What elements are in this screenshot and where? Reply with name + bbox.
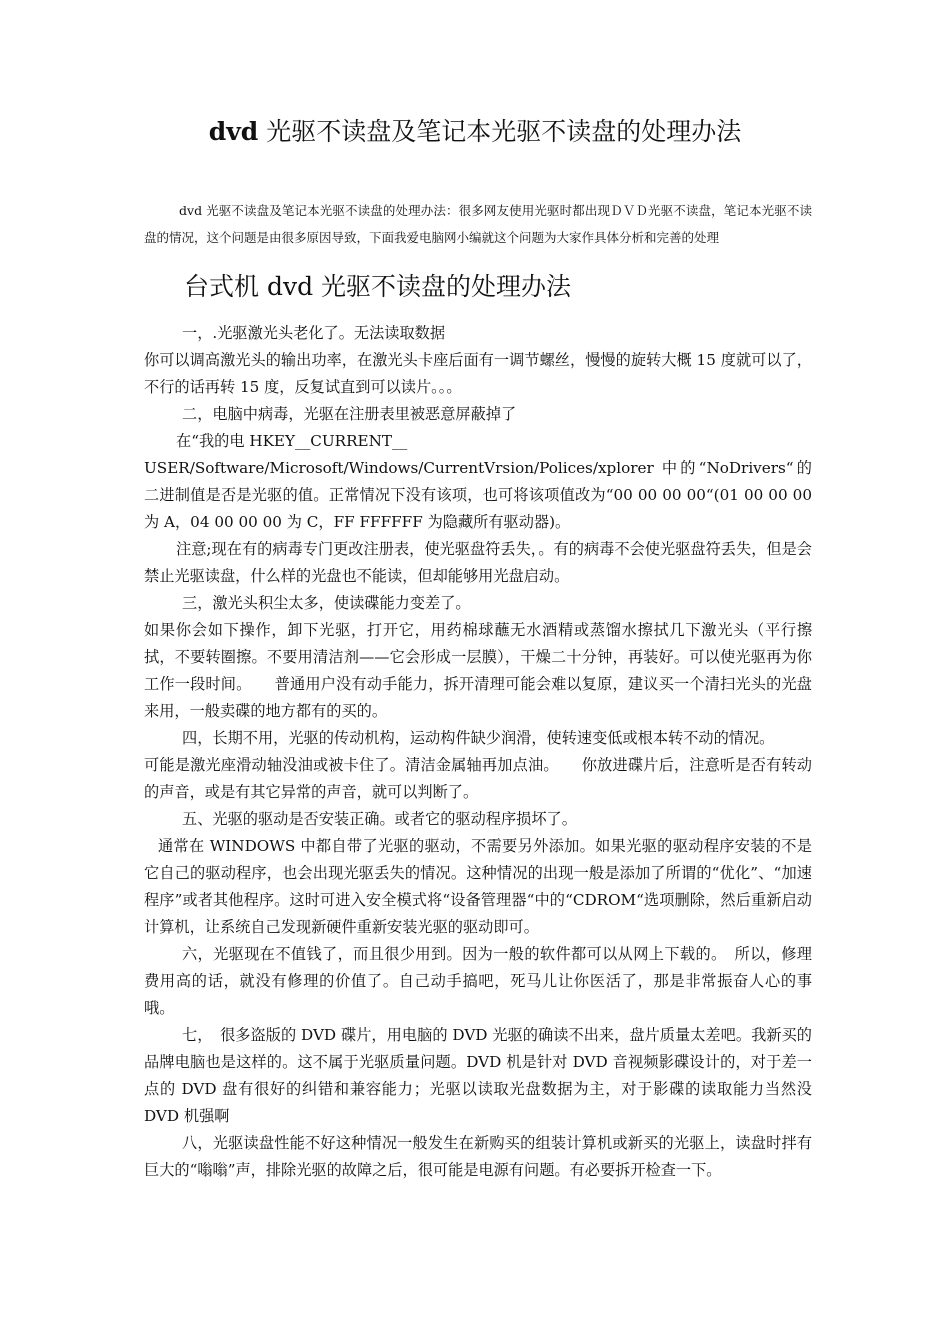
paragraph: 五、光驱的驱动是否安装正确。或者它的驱动程序损坏了。 xyxy=(182,810,577,828)
paragraph: 一，.光驱激光头老化了。无法读取数据 xyxy=(182,324,446,342)
section-heading: 台式机 dvd 光驱不读盘的处理办法 xyxy=(184,272,572,301)
paragraph: 你可以调高激光头的输出功率，在激光头卡座后面有一调节螺丝，慢慢的旋转大概 15 度就可以了，不行的话再转 15 度，反复试直到可以读片。。。 xyxy=(144,351,812,396)
paragraph: 二，电脑中病毒，光驱在注册表里被恶意屏蔽掉了 xyxy=(182,405,517,423)
title-rest: 光驱不读盘及笔记本光驱不读盘的处理办法 xyxy=(258,117,742,146)
paragraph: USER/Software/Microsoft/Windows/CurrentVrsion/Polices/xplorer 中的“NoDrivers“的二进制值是否是光驱的值。正常情况下没有该项，也可将该项值改为“00 00 00 00“(01 00 00 00 为 A，04 00 00 00 为 C，FF FFFFFF 为隐藏所有驱动器)。 xyxy=(144,459,812,531)
document-body xyxy=(144,320,812,1184)
paragraph: 在“我的电 HKEY__CURRENT__ xyxy=(176,432,408,450)
paragraph: 如果你会如下操作，卸下光驱，打开它，用药棉球蘸无水酒精或蒸馏水擦拭几下激光头（平行擦拭，不要转圈擦。不要用清洁剂——它会形成一层膜），干燥二十分钟，再装好。可以使光驱再为你工作一段时间。 普通用户没有动手能力，拆开清理可能会难以复原，建议买一个清扫光头的光盘来用，一般卖碟的地方都有的买的。 xyxy=(144,621,812,720)
paragraph: 三，激光头积尘太多，使读碟能力变差了。 xyxy=(182,594,471,612)
paragraph: 四，长期不用，光驱的传动机构，运动构件缺少润滑，使转速变低或根本转不动的情况。 xyxy=(182,729,775,747)
paragraph: 八，光驱读盘性能不好这种情况一般发生在新购买的组装计算机或新买的光驱上，读盘时拌有巨大的“嗡嗡”声，排除光驱的故障之后，很可能是电源有问题。有必要拆开检查一下。 xyxy=(144,1134,812,1179)
paragraph: 注意;现在有的病毒专门更改注册表，使光驱盘符丢失，。有的病毒不会使光驱盘符丢失，但是会禁止光驱读盘，什么样的光盘也不能读，但却能够用光盘启动。 xyxy=(144,540,812,585)
document-title xyxy=(0,114,950,150)
paragraph: 六，光驱现在不值钱了，而且很少用到。因为一般的软件都可以从网上下载的。 所以，修理费用高的话，就没有修理的价值了。自己动手搞吧，死马儿让你医活了，那是非常振奋人心的事哦。 xyxy=(144,945,812,1017)
title-strong: dvd xyxy=(208,117,259,146)
intro-paragraph: dvd 光驱不读盘及笔记本光驱不读盘的处理办法：很多网友使用光驱时都出现ＤＶＤ光驱不读盘，笔记本光驱不读盘的情况，这个问题是由很多原因导致，下面我爱电脑网小编就这个问题为大家作具体分析和完善的处理 xyxy=(144,203,812,245)
paragraph: 可能是激光座滑动轴没油或被卡住了。清洁金属轴再加点油。 你放进碟片后，注意听是否有转动的声音，或是有其它异常的声音，就可以判断了。 xyxy=(144,756,812,801)
paragraph: 通常在 WINDOWS 中都自带了光驱的驱动，不需要另外添加。如果光驱的驱动程序安装的不是它自己的驱动程序，也会出现光驱丢失的情况。这种情况的出现一般是添加了所谓的“优化”、“加速程序”或者其他程序。这时可进入安全模式将“设备管理器“中的“CDROM“选项删除，然后重新启动计算机，让系统自己发现新硬件重新安装光驱的驱动即可。 xyxy=(144,837,812,936)
paragraph: 七， 很多盗版的 DVD 碟片，用电脑的 DVD 光驱的确读不出来，盘片质量太差吧。我新买的品牌电脑也是这样的。这不属于光驱质量问题。DVD 机是针对 DVD 音视频影碟设计的，对于差一点的 DVD 盘有很好的纠错和兼容能力；光驱以读取光盘数据为主，对于影碟的读取能力当然没 DVD 机强啊 xyxy=(144,1026,812,1125)
